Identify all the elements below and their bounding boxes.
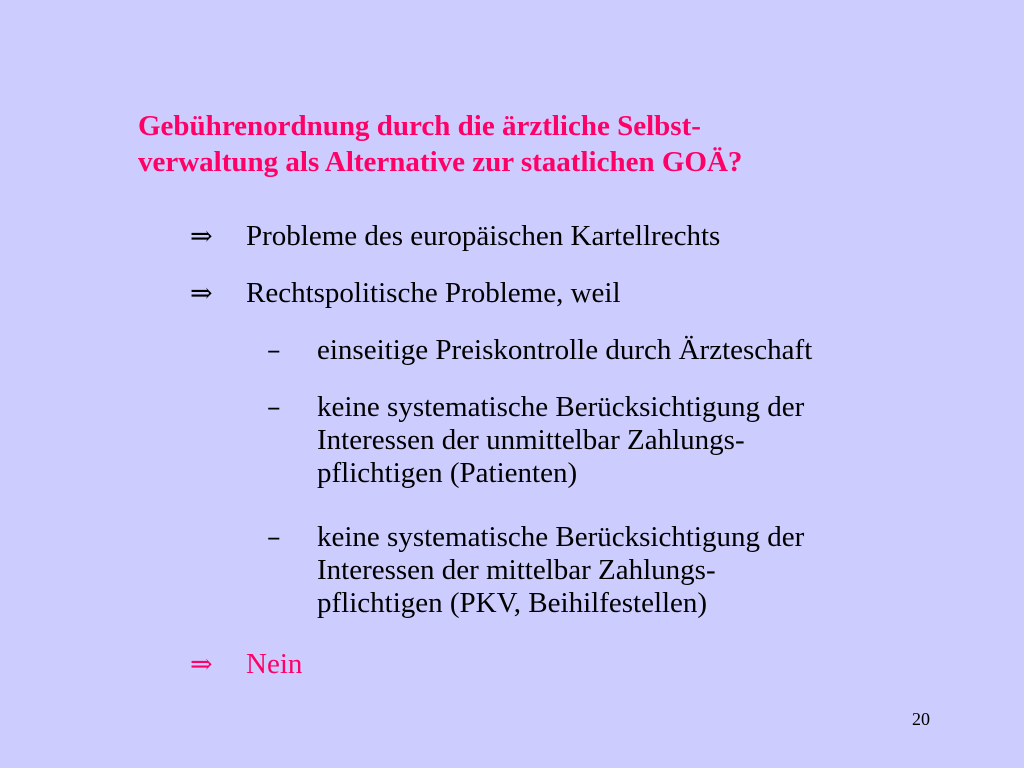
dash-icon: –	[267, 392, 281, 423]
slide-title-line-2: verwaltung als Alternative zur staatlichen GOÄ?	[138, 146, 743, 178]
sub-bullet-text	[317, 521, 804, 620]
sub-bullet-line: Interessen der unmittelbar Zahlungs-	[317, 424, 745, 456]
dash-icon: –	[267, 522, 281, 553]
sub-bullet-line: keine systematische Berücksichtigung der	[317, 521, 805, 553]
sub-bullet-line: pflichtigen (PKV, Beihilfestellen)	[317, 587, 708, 619]
sub-bullet-text	[317, 391, 804, 490]
sub-bullet-line: einseitige Preiskontrolle durch Ärzteschaft	[317, 334, 813, 366]
implies-arrow-icon: ⇒	[190, 278, 213, 309]
bullet-text: Probleme des europäischen Kartellrechts	[246, 220, 721, 252]
implies-arrow-icon: ⇒	[190, 649, 213, 680]
conclusion-text: Nein	[246, 648, 303, 680]
bullet-text: Rechtspolitische Probleme, weil	[246, 277, 621, 309]
sub-bullet-text	[317, 334, 812, 367]
page-number: 20	[912, 709, 930, 729]
slide-title-line-1: Gebührenordnung durch die ärztliche Selbst-	[138, 110, 701, 142]
sub-bullet-line: keine systematische Berücksichtigung der	[317, 391, 805, 423]
implies-arrow-icon: ⇒	[190, 221, 213, 252]
sub-bullet-line: pflichtigen (Patienten)	[317, 457, 578, 489]
sub-bullet-line: Interessen der mittelbar Zahlungs-	[317, 554, 716, 586]
dash-icon: –	[267, 335, 281, 366]
